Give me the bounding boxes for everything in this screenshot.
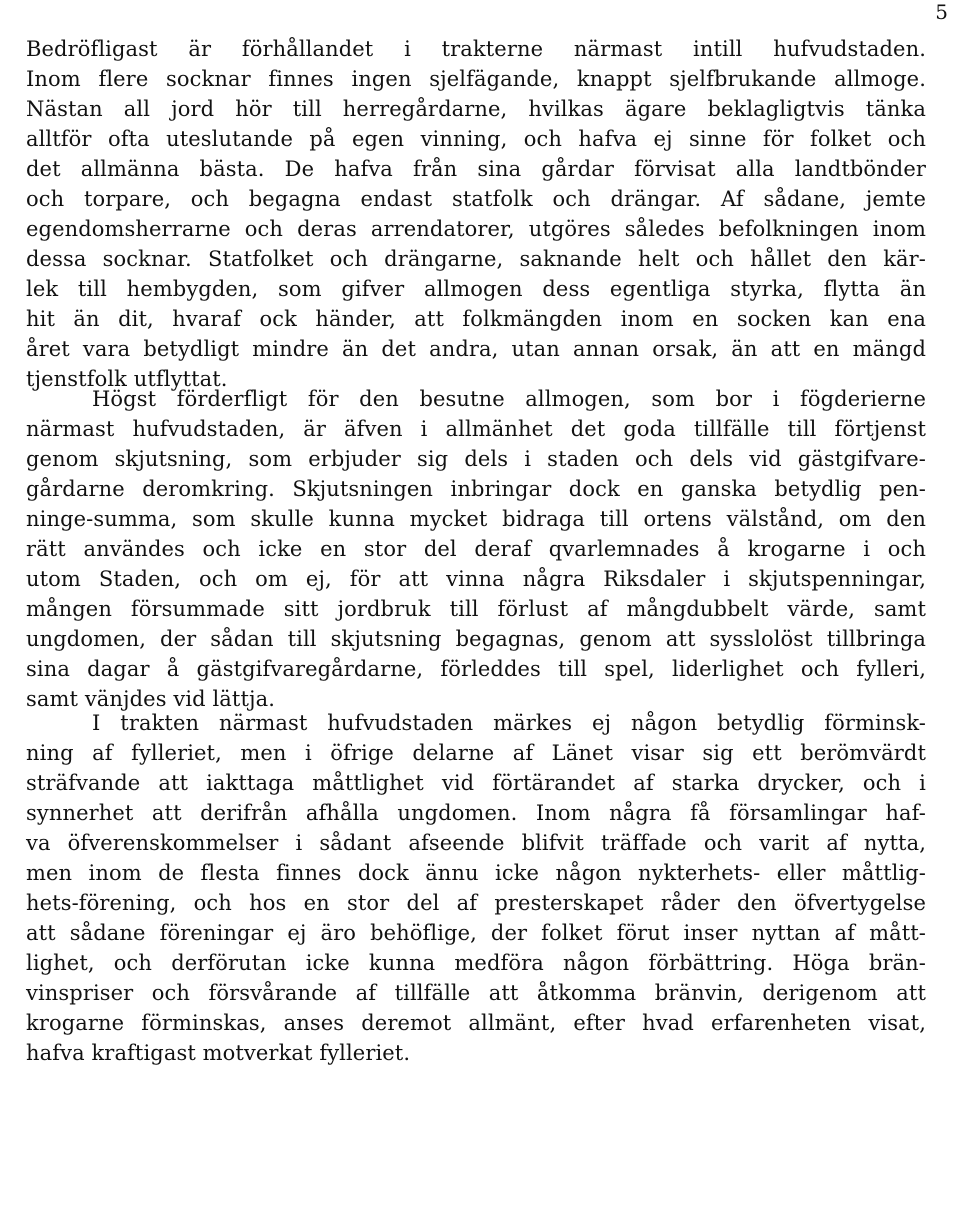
text-line: gårdarne deromkring. Skjutsningen inbringar dock en ganska betydlig pen- [26,477,926,501]
text-line: genom skjutsning, som erbjuder sig dels i staden och dels vid gästgifvare- [26,447,926,471]
text-line: synnerhet att derifrån afhålla ungdomen. Inom några få församlingar haf- [26,801,926,825]
text-line: samt vänjdes vid lättja. [26,687,275,711]
text-line: ungdomen, der sådan till skjutsning begagnas, genom att sysslolöst tillbringa [26,627,926,651]
text-line: det allmänna bästa. De hafva från sina gårdar förvisat alla landtbönder [26,157,926,181]
text-line: och torpare, och begagna endast statfolk och drängar. Af sådane, jemte [26,187,926,211]
text-line: krogarne förminskas, anses deremot allmänt, efter hvad erfarenheten visat, [26,1011,926,1035]
text-line: hafva kraftigast motverkat fylleriet. [26,1041,411,1065]
page-number: 5 [935,0,948,24]
text-line: tjenstfolk utflyttat. [26,367,228,391]
text-line: va öfverenskommelser i sådant afseende blifvit träffade och varit af nytta, [26,831,926,855]
text-line: vinspriser och försvårande af tillfälle att åtkomma bränvin, derigenom att [26,981,926,1005]
text-line: Nästan all jord hör till herregårdarne, hvilkas ägare beklagligtvis tänka [26,97,926,121]
text-line: närmast hufvudstaden, är äfven i allmänhet det goda tillfälle till förtjenst [26,417,926,441]
text-line: rätt användes och icke en stor del deraf qvarlemnades å krogarne i och [26,537,926,561]
text-line: men inom de flesta finnes dock ännu icke någon nykterhets- eller måttlig- [26,861,926,885]
text-line: ning af fylleriet, men i öfrige delarne af Länet visar sig ett berömvärdt [26,741,926,765]
text-line: hets-förening, och hos en stor del af presterskapet råder den öfvertygelse [26,891,926,915]
text-line: att sådane föreningar ej äro behöflige, der folket förut inser nyttan af mått- [26,921,926,945]
text-line: egendomsherrarne och deras arrendatorer, utgöres således befolkningen inom [26,217,926,241]
text-line: ninge-summa, som skulle kunna mycket bidraga till ortens välstånd, om den [26,507,926,531]
text-line: utom Staden, och om ej, för att vinna några Riksdaler i skjutspenningar, [26,567,926,591]
text-line: alltför ofta uteslutande på egen vinning, och hafva ej sinne för folket och [26,127,926,151]
text-line: lighet, och derförutan icke kunna medföra någon förbättring. Höga brän- [26,951,926,975]
text-line: året vara betydligt mindre än det andra, utan annan orsak, än att en mängd [26,337,926,361]
text-line: hit än dit, hvaraf ock händer, att folkmängden inom en socken kan ena [26,307,926,331]
text-line: Högst förderfligt för den besutne allmogen, som bor i fögderierne [92,387,926,411]
text-line: Bedröfligast är förhållandet i trakterne närmast intill hufvudstaden. [26,37,926,61]
text-line: I trakten närmast hufvudstaden märkes ej någon betydlig förminsk- [92,711,926,735]
text-line: mången försummade sitt jordbruk till förlust af mångdubbelt värde, samt [26,597,926,621]
text-line: sträfvande att iakttaga måttlighet vid förtärandet af starka drycker, och i [26,771,926,795]
text-line: Inom flere socknar finnes ingen sjelfägande, knappt sjelfbrukande allmoge. [26,67,926,91]
text-line: lek till hembygden, som gifver allmogen dess egentliga styrka, flytta än [26,277,926,301]
text-line: sina dagar å gästgifvaregårdarne, förleddes till spel, liderlighet och fylleri, [26,657,926,681]
text-line: dessa socknar. Statfolket och drängarne, saknande helt och hållet den kär- [26,247,926,271]
